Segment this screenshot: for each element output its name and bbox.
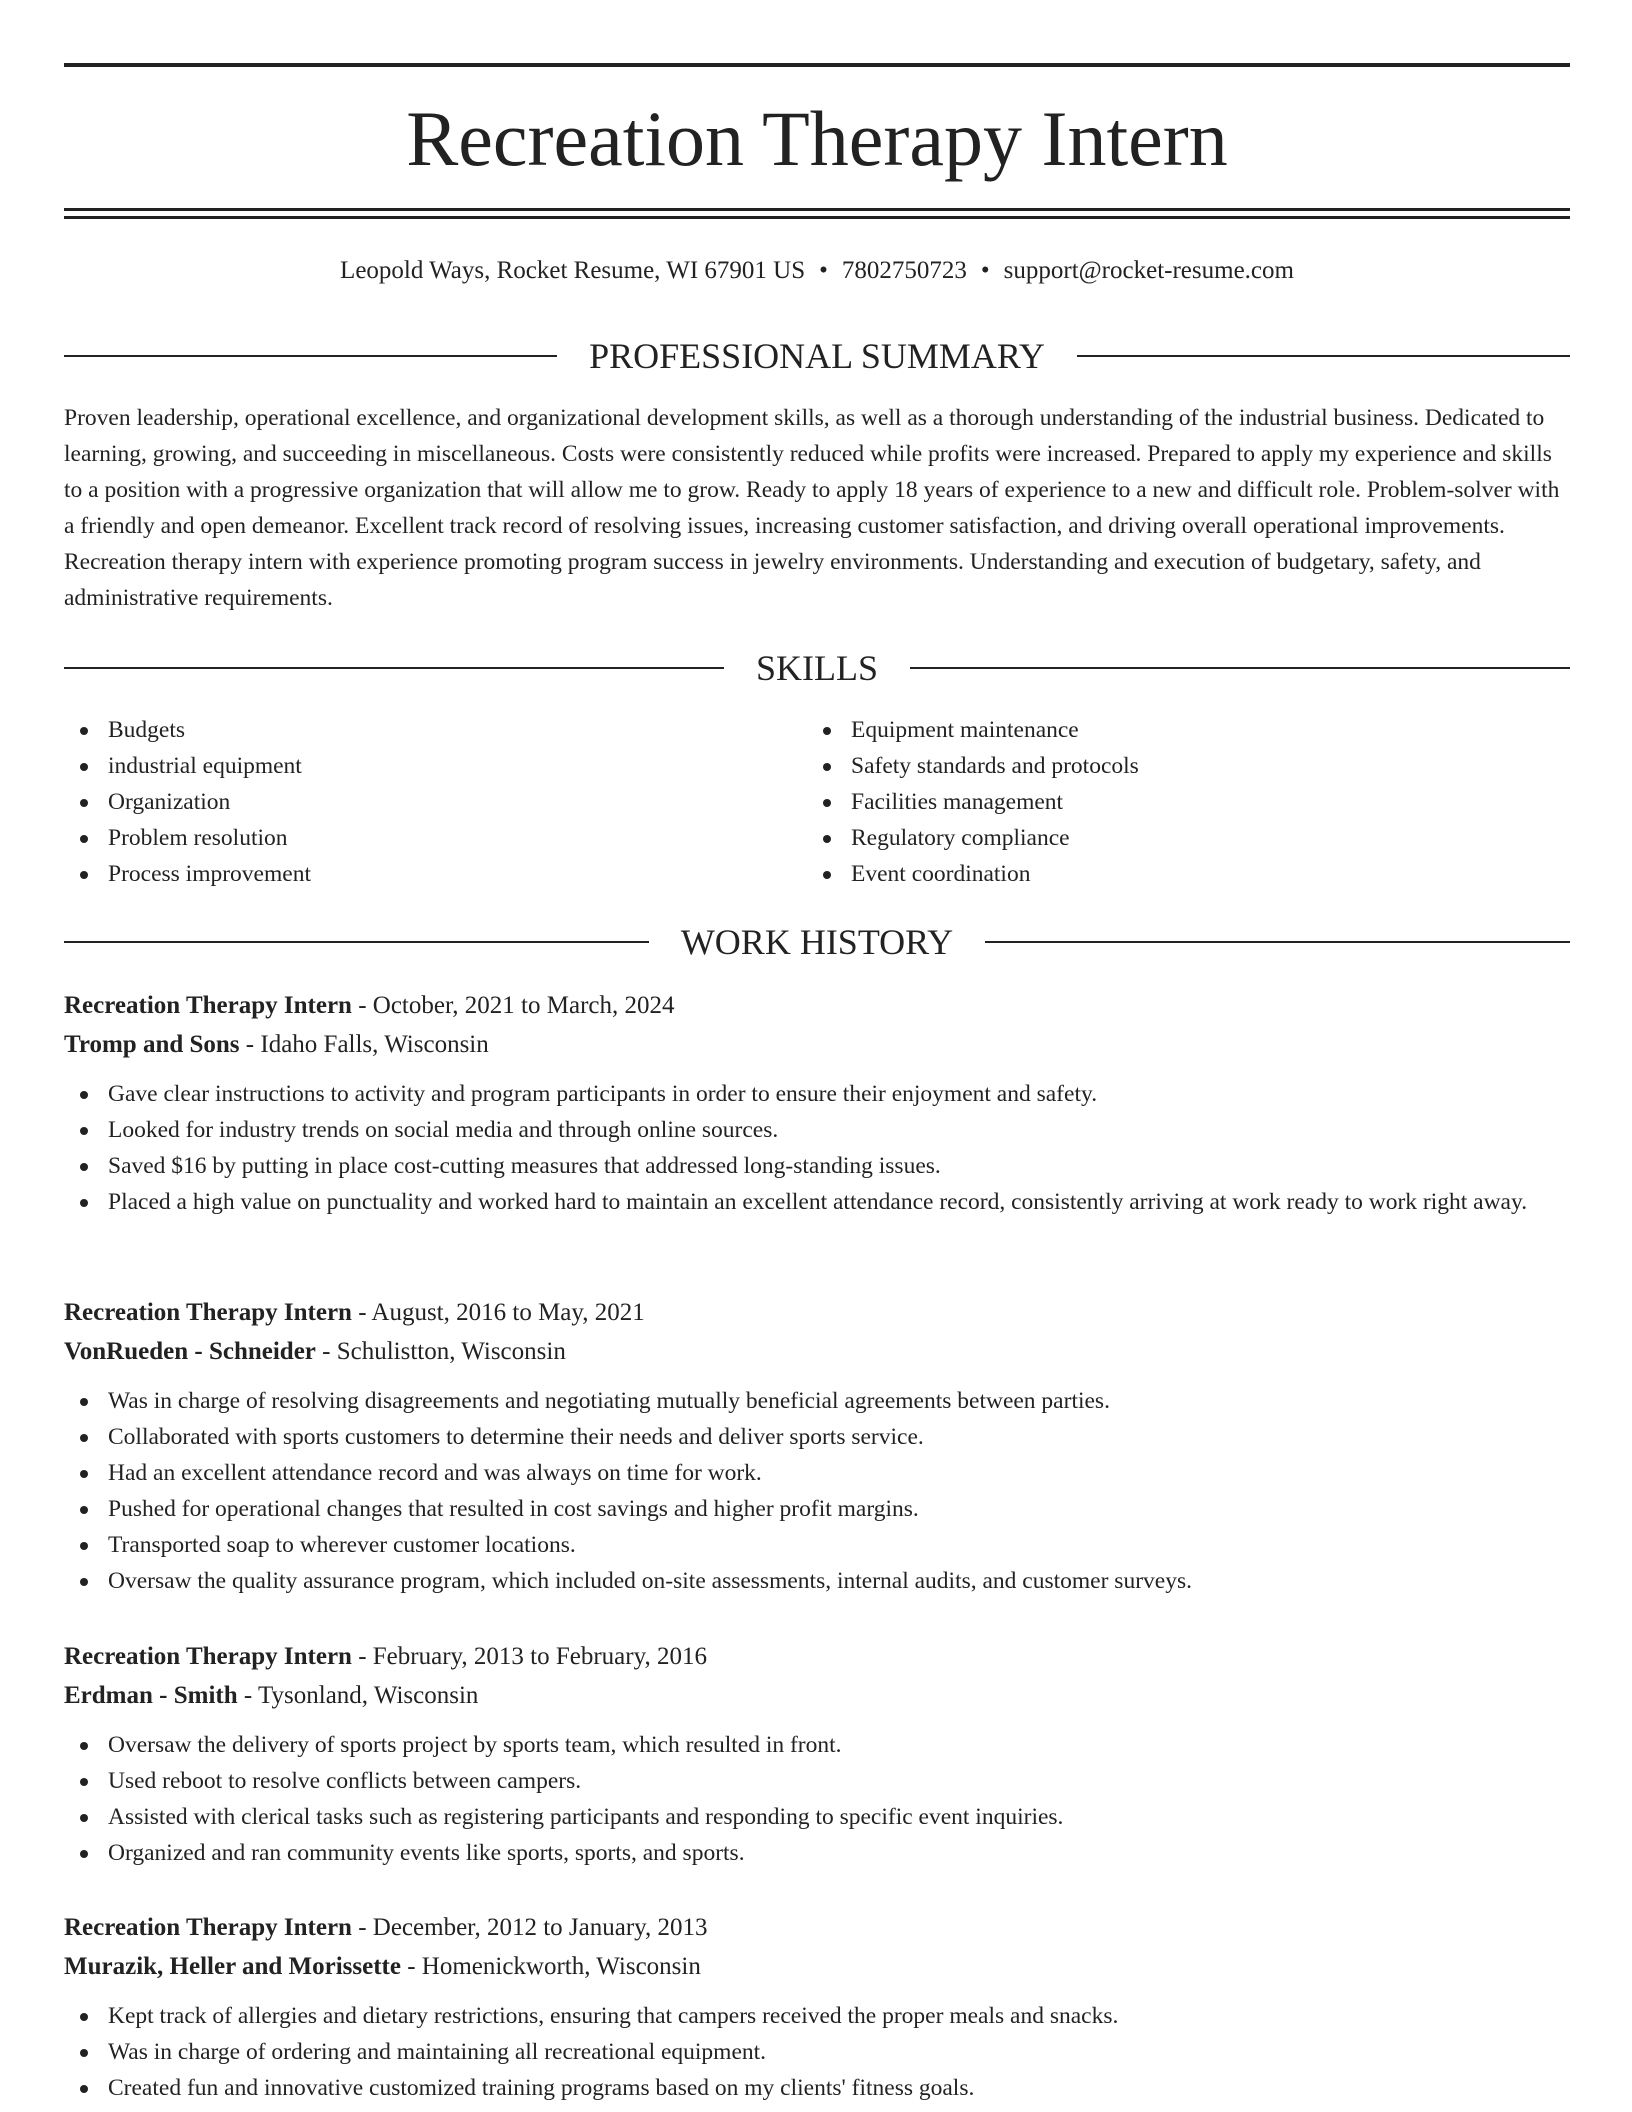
job-company: Tromp and Sons bbox=[64, 1031, 240, 1058]
job-location: - Schulistton, Wisconsin bbox=[322, 1338, 566, 1365]
heading-rule-left bbox=[64, 667, 724, 669]
skills-list-left bbox=[64, 712, 804, 892]
job-bullet: Looked for industry trends on social media and through online sources. bbox=[64, 1112, 1570, 1148]
job-company-line bbox=[64, 1025, 1570, 1064]
skill-item: Organization bbox=[64, 784, 804, 820]
job-company: VonRueden - Schneider bbox=[64, 1338, 316, 1365]
job-title-line bbox=[64, 1293, 1570, 1332]
heading-rule-left bbox=[64, 941, 649, 943]
skill-item: Regulatory compliance bbox=[807, 820, 1567, 856]
job-entry bbox=[64, 1637, 1570, 1871]
job-company-line bbox=[64, 1332, 1570, 1371]
job-entry bbox=[64, 1293, 1570, 1599]
resume-title: Recreation Therapy Intern bbox=[406, 95, 1228, 182]
job-title: Recreation Therapy Intern bbox=[64, 992, 352, 1019]
job-bullet: Pushed for operational changes that resulted in cost savings and higher profit margins. bbox=[64, 1491, 1570, 1527]
heading-rule-right bbox=[910, 667, 1570, 669]
heading-rule-right bbox=[985, 941, 1570, 943]
job-dates: - December, 2012 to January, 2013 bbox=[358, 1914, 708, 1941]
skills-heading-label: SKILLS bbox=[756, 648, 879, 688]
header-double-rule-lower bbox=[64, 216, 1570, 219]
job-bullet: Oversaw the quality assurance program, which included on-site assessments, internal audits, and customer surveys. bbox=[64, 1563, 1570, 1599]
summary-heading-label: PROFESSIONAL SUMMARY bbox=[589, 336, 1045, 376]
job-bullet: Was in charge of resolving disagreements and negotiating mutually beneficial agreements between parties. bbox=[64, 1383, 1570, 1419]
job-bullet: Used reboot to resolve conflicts between campers. bbox=[64, 1763, 1570, 1799]
job-bullet: Placed a high value on punctuality and worked hard to maintain an excellent attendance record, consistently arriving at work ready to work right away. bbox=[64, 1184, 1570, 1220]
job-bullets bbox=[64, 1998, 1570, 2106]
job-title-line bbox=[64, 986, 1570, 1025]
contact-separator: • bbox=[980, 257, 990, 284]
skills-section-heading bbox=[64, 646, 1570, 690]
job-bullet: Transported soap to wherever customer locations. bbox=[64, 1527, 1570, 1563]
job-dates: - October, 2021 to March, 2024 bbox=[358, 992, 675, 1019]
job-company-line bbox=[64, 1676, 1570, 1715]
job-title-line bbox=[64, 1908, 1570, 1947]
job-location: - Idaho Falls, Wisconsin bbox=[245, 1031, 489, 1058]
job-bullet: Collaborated with sports customers to determine their needs and deliver sports service. bbox=[64, 1419, 1570, 1455]
contact-line bbox=[64, 254, 1570, 288]
summary-section-heading bbox=[64, 334, 1570, 378]
skill-item: Equipment maintenance bbox=[807, 712, 1567, 748]
contact-address: Leopold Ways, Rocket Resume, WI 67901 US bbox=[340, 257, 806, 284]
job-bullet: Saved $16 by putting in place cost-cutting measures that addressed long-standing issues. bbox=[64, 1148, 1570, 1184]
job-location: - Homenickworth, Wisconsin bbox=[407, 1953, 701, 1980]
job-company: Erdman - Smith bbox=[64, 1682, 238, 1709]
job-title: Recreation Therapy Intern bbox=[64, 1299, 352, 1326]
contact-phone: 7802750723 bbox=[841, 257, 967, 284]
summary-text: Proven leadership, operational excellence, and organizational development skills, as well as a thorough understanding of the industrial business. Dedicated to learning, growing, and succeeding in miscellaneous. Costs were consistently reduced while profits were increased. Prepared to apply my experience and skills to a position with a progressive organization that will allow me to grow. Ready to apply 18 years of experience to a new and difficult role. Problem-solver with a friendly and open demeanor. Excellent track record of resolving issues, increasing customer satisfaction, and driving overall operational improvements. Recreation therapy intern with experience promoting program success in jewelry environments. Understanding and execution of budgetary, safety, and administrative requirements. bbox=[64, 405, 1560, 611]
work-history-section-heading bbox=[64, 920, 1570, 964]
job-title-line bbox=[64, 1637, 1570, 1676]
heading-rule-right bbox=[1077, 355, 1570, 357]
job-bullet: Gave clear instructions to activity and program participants in order to ensure their enjoyment and safety. bbox=[64, 1076, 1570, 1112]
job-company: Murazik, Heller and Morissette bbox=[64, 1953, 401, 1980]
job-company-line bbox=[64, 1947, 1570, 1986]
job-bullet: Was in charge of ordering and maintaining all recreational equipment. bbox=[64, 2034, 1570, 2070]
header-double-rule-upper bbox=[64, 208, 1570, 211]
job-bullet: Kept track of allergies and dietary restrictions, ensuring that campers received the proper meals and snacks. bbox=[64, 1998, 1570, 2034]
contact-email: support@rocket-resume.com bbox=[1003, 257, 1294, 284]
job-bullets bbox=[64, 1383, 1570, 1599]
job-bullets bbox=[64, 1727, 1570, 1871]
job-title: Recreation Therapy Intern bbox=[64, 1914, 352, 1941]
contact-separator: • bbox=[819, 257, 828, 284]
skills-list-right bbox=[807, 712, 1567, 892]
work-history-heading-label: WORK HISTORY bbox=[680, 922, 954, 962]
skill-item: Event coordination bbox=[807, 856, 1567, 892]
job-bullet: Created fun and innovative customized training programs based on my clients' fitness goals. bbox=[64, 2070, 1570, 2106]
job-entry bbox=[64, 986, 1570, 1220]
job-bullet: Had an excellent attendance record and was always on time for work. bbox=[64, 1455, 1570, 1491]
job-bullet: Organized and ran community events like sports, sports, and sports. bbox=[64, 1835, 1570, 1871]
skill-item: industrial equipment bbox=[64, 748, 804, 784]
job-bullet: Assisted with clerical tasks such as registering participants and responding to specific event inquiries. bbox=[64, 1799, 1570, 1835]
job-dates: - February, 2013 to February, 2016 bbox=[358, 1643, 707, 1670]
heading-rule-left bbox=[64, 355, 557, 357]
job-title: Recreation Therapy Intern bbox=[64, 1643, 352, 1670]
skill-item: Process improvement bbox=[64, 856, 804, 892]
skill-item: Facilities management bbox=[807, 784, 1567, 820]
header-top-rule bbox=[64, 63, 1570, 67]
skill-item: Problem resolution bbox=[64, 820, 804, 856]
job-entry bbox=[64, 1908, 1570, 2106]
job-dates: - August, 2016 to May, 2021 bbox=[358, 1299, 645, 1326]
skill-item: Safety standards and protocols bbox=[807, 748, 1567, 784]
skill-item: Budgets bbox=[64, 712, 804, 748]
job-bullet: Oversaw the delivery of sports project by sports team, which resulted in front. bbox=[64, 1727, 1570, 1763]
job-bullets bbox=[64, 1076, 1570, 1220]
job-location: - Tysonland, Wisconsin bbox=[243, 1682, 479, 1709]
